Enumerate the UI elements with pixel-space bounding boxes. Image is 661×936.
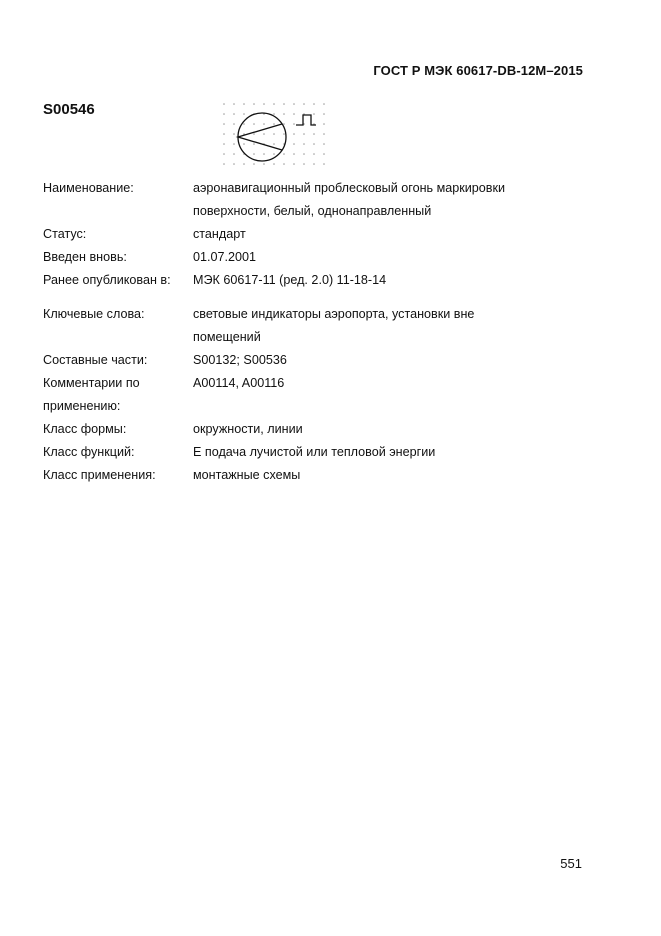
field-label: Класс применения:	[43, 468, 156, 482]
grid-dot	[313, 103, 315, 105]
grid-dot	[323, 123, 325, 125]
grid-dot	[233, 133, 235, 135]
grid-dot	[323, 113, 325, 115]
field-label: Класс формы:	[43, 422, 127, 436]
field-shape-class	[43, 418, 603, 441]
grid-dot	[273, 123, 275, 125]
grid-dot	[323, 163, 325, 165]
grid-dot	[303, 163, 305, 165]
grid-dot	[263, 123, 265, 125]
grid-dot	[283, 163, 285, 165]
field-components	[43, 349, 603, 372]
field-value: окружности, линии	[193, 422, 303, 436]
document-header: ГОСТ Р МЭК 60617-DB-12M–2015	[373, 63, 583, 78]
field-label: Составные части:	[43, 353, 148, 367]
grid-dot	[313, 163, 315, 165]
field-label: Ранее опубликован в:	[43, 273, 171, 287]
field-label: Комментарии по применению:	[43, 376, 140, 413]
grid-dot	[233, 113, 235, 115]
grid-dot	[243, 103, 245, 105]
grid-dot	[283, 103, 285, 105]
grid-dot	[273, 153, 275, 155]
field-value: монтажные схемы	[193, 468, 301, 482]
grid-dot	[303, 133, 305, 135]
grid-dot	[323, 103, 325, 105]
grid-dot	[323, 143, 325, 145]
grid-dot	[243, 123, 245, 125]
grid-dot	[313, 113, 315, 115]
field-value: 01.07.2001	[193, 250, 257, 264]
field-value: E подача лучистой или тепловой энергии	[193, 445, 436, 459]
grid-dot	[253, 133, 255, 135]
field-value: стандарт	[193, 227, 246, 241]
grid-dot	[223, 123, 225, 125]
grid-dot	[233, 123, 235, 125]
grid-dot	[263, 103, 265, 105]
grid-dot	[263, 163, 265, 165]
page-number: 551	[560, 856, 582, 871]
field-value: S00132; S00536	[193, 353, 287, 367]
attribute-list	[43, 177, 603, 487]
grid-dot	[223, 103, 225, 105]
field-status	[43, 223, 603, 246]
grid-dot	[253, 143, 255, 145]
grid-dot	[313, 153, 315, 155]
grid-dot	[253, 123, 255, 125]
grid-dot	[293, 103, 295, 105]
field-label: Ключевые слова:	[43, 307, 145, 321]
grid-dot	[293, 143, 295, 145]
grid-dot	[253, 153, 255, 155]
grid-dot	[223, 153, 225, 155]
lamp-circle	[238, 113, 286, 161]
grid-dot	[233, 143, 235, 145]
grid-dot	[273, 143, 275, 145]
grid-dot	[273, 103, 275, 105]
field-application-class	[43, 464, 603, 487]
grid-dot	[223, 113, 225, 115]
field-value: световые индикаторы аэропорта, установки вне помещений	[193, 307, 475, 344]
field-label: Статус:	[43, 227, 87, 241]
grid-dot	[273, 113, 275, 115]
field-label: Введен вновь:	[43, 250, 127, 264]
grid-dot	[303, 103, 305, 105]
grid-dot	[293, 123, 295, 125]
grid-dot	[323, 153, 325, 155]
grid-dot	[283, 153, 285, 155]
field-application-notes	[43, 372, 603, 418]
grid-dot	[253, 163, 255, 165]
grid-dot	[223, 133, 225, 135]
grid-dot	[273, 163, 275, 165]
grid-dot	[293, 163, 295, 165]
field-name	[43, 177, 603, 223]
grid-dot	[223, 163, 225, 165]
grid-dot	[293, 153, 295, 155]
grid-dot	[263, 153, 265, 155]
grid-dot	[313, 143, 315, 145]
field-value: A00114, A00116	[193, 376, 285, 390]
grid-dot	[323, 133, 325, 135]
field-label: Класс функций:	[43, 445, 135, 459]
flash-pulse	[296, 115, 316, 125]
grid-dot	[243, 113, 245, 115]
grid-dot	[253, 103, 255, 105]
grid-dot	[233, 103, 235, 105]
field-value: МЭК 60617-11 (ред. 2.0) 11-18-14	[193, 273, 387, 287]
beam-lines	[238, 124, 282, 150]
grid-dot	[293, 113, 295, 115]
field-value: аэронавигационный проблесковый огонь маркировки поверхности, белый, однонаправленный	[193, 181, 506, 218]
grid-dot	[233, 153, 235, 155]
field-previously-published	[43, 269, 603, 292]
grid-dot	[283, 113, 285, 115]
symbol-code: S00546	[43, 101, 95, 118]
grid-dot	[283, 123, 285, 125]
beacon-lamp-flashing-icon	[220, 100, 328, 172]
grid-dot	[273, 133, 275, 135]
grid-dot	[313, 133, 315, 135]
field-label: Наименование:	[43, 181, 134, 195]
grid-dot	[283, 133, 285, 135]
grid-dot	[243, 163, 245, 165]
grid-dot	[303, 153, 305, 155]
field-function-class	[43, 441, 603, 464]
grid-dot	[243, 143, 245, 145]
grid-dot	[303, 143, 305, 145]
grid-dot	[233, 163, 235, 165]
grid-dot	[263, 133, 265, 135]
grid-dot	[223, 143, 225, 145]
field-keywords	[43, 303, 603, 349]
field-introduced	[43, 246, 603, 269]
grid-dot	[293, 133, 295, 135]
